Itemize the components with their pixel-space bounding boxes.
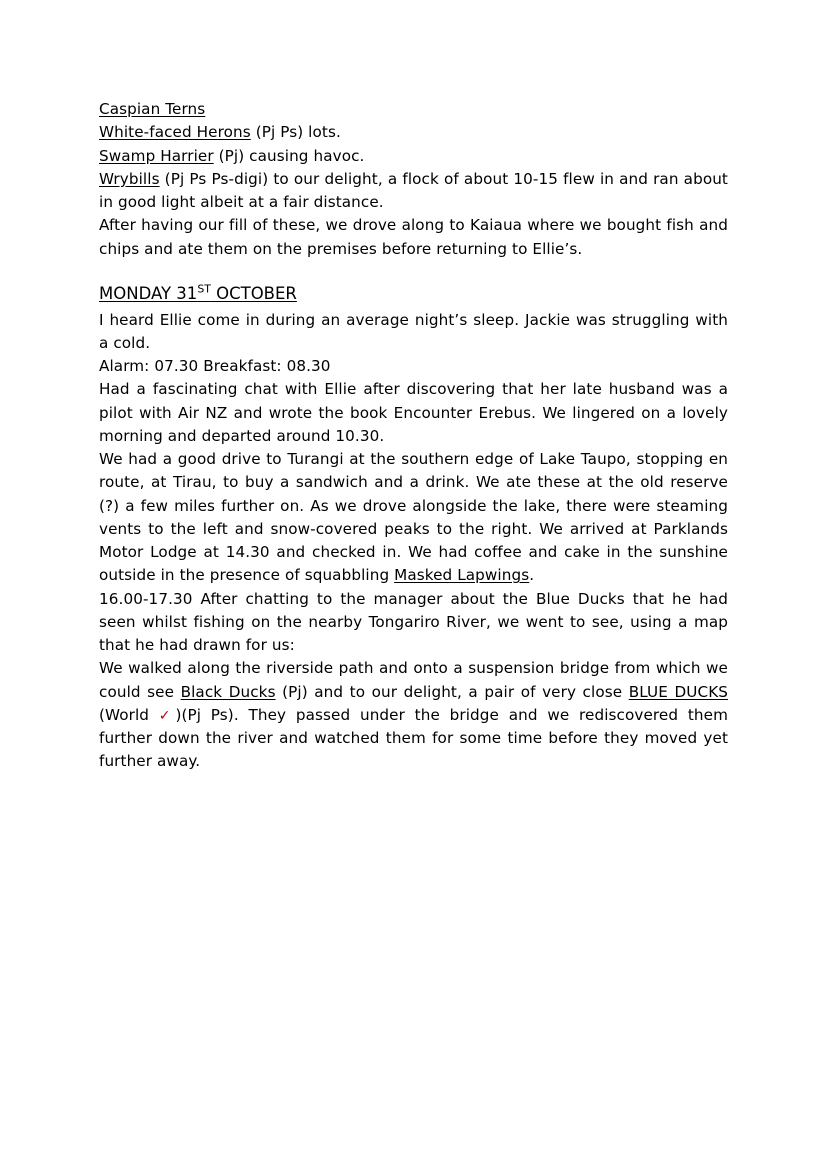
line-wrybills-rest: (Pj Ps Ps-digi) to our delight, a flock of about 10-15 flew in and ran about in good light albeit at a fair distance. xyxy=(99,169,728,211)
species-name-black-ducks: Black Ducks xyxy=(180,682,276,701)
paragraph-turangi-drive xyxy=(99,448,728,588)
line-white-faced-herons xyxy=(99,121,728,144)
paragraph-turangi-drive-text: We had a good drive to Turangi at the southern edge of Lake Taupo, stopping en route, at Tirau, to buy a sandwich and a drink. We ate these at the old reserve (?) a few miles further on. As we drove alongside the lake, there were steaming vents to the left and snow-covered peaks to the right. We arrived at Parklands Motor Lodge at 14.30 and checked in. We had coffee and cake in the sunshine outside in the presence of squabbling xyxy=(99,450,728,585)
species-name-masked-lapwings: Masked Lapwings xyxy=(394,566,530,585)
species-name-swamp-harrier: Swamp Harrier xyxy=(99,146,214,165)
paragraph-blue-ducks-plan: 16.00-17.30 After chatting to the manager about the Blue Ducks that he had seen whilst fishing on the nearby Tongariro River, we went to see, using a map that he had drawn for us: xyxy=(99,589,728,654)
paragraph-kaiaua: After having our fill of these, we drove along to Kaiaua where we bought fish and chips and ate them on the premises before returning to Ellie’s. xyxy=(99,216,728,258)
check-mark-icon: ✓ xyxy=(158,707,176,724)
paragraph-spacer xyxy=(99,261,728,282)
species-name-white-faced-herons: White-faced Herons xyxy=(99,123,251,142)
paragraph-ellie-chat: Had a fascinating chat with Ellie after discovering that her late husband was a pilot with Air NZ and wrote the book Encounter Erebus. We lingered on a lovely morning and departed around 10.30. xyxy=(99,380,728,445)
paragraph-turangi-drive-end: . xyxy=(529,566,535,585)
paragraph-world-label: (World xyxy=(99,705,159,724)
paragraph-bridge-start: We walked along the riverside path and onto a suspension bridge from which we could see xyxy=(99,659,728,701)
line-white-faced-herons-rest: (Pj Ps) lots. xyxy=(250,123,341,142)
paragraph-suspension-bridge xyxy=(99,657,728,773)
section-heading-wrapper xyxy=(99,282,728,307)
species-name-caspian-terns: Caspian Terns xyxy=(99,100,206,118)
document-body xyxy=(99,98,728,774)
paragraph-alarm: Alarm: 07.30 Breakfast: 08.30 xyxy=(99,357,331,375)
section-heading-trailing: OCTOBER xyxy=(210,283,297,303)
section-heading xyxy=(99,282,297,307)
paragraph-bridge-mid: (Pj) and to our delight, a pair of very close xyxy=(275,682,629,701)
species-name-blue-ducks: BLUE DUCKS xyxy=(628,682,728,701)
line-caspian-terns xyxy=(99,98,728,121)
section-heading-superscript: ST xyxy=(197,282,211,296)
section-heading-main: MONDAY 31 xyxy=(99,283,198,303)
paragraph-sleep: I heard Ellie come in during an average night’s sleep. Jackie was struggling with a cold. xyxy=(99,310,728,352)
line-swamp-harrier xyxy=(99,145,728,168)
species-name-wrybills: Wrybills xyxy=(99,169,160,188)
line-swamp-harrier-rest: (Pj) causing havoc. xyxy=(213,146,365,165)
line-wrybills xyxy=(99,168,728,215)
paragraph-bridge-end: )(Pj Ps). They passed under the bridge and we rediscovered them further down the river and watched them for some time before they moved yet further away. xyxy=(99,705,728,771)
